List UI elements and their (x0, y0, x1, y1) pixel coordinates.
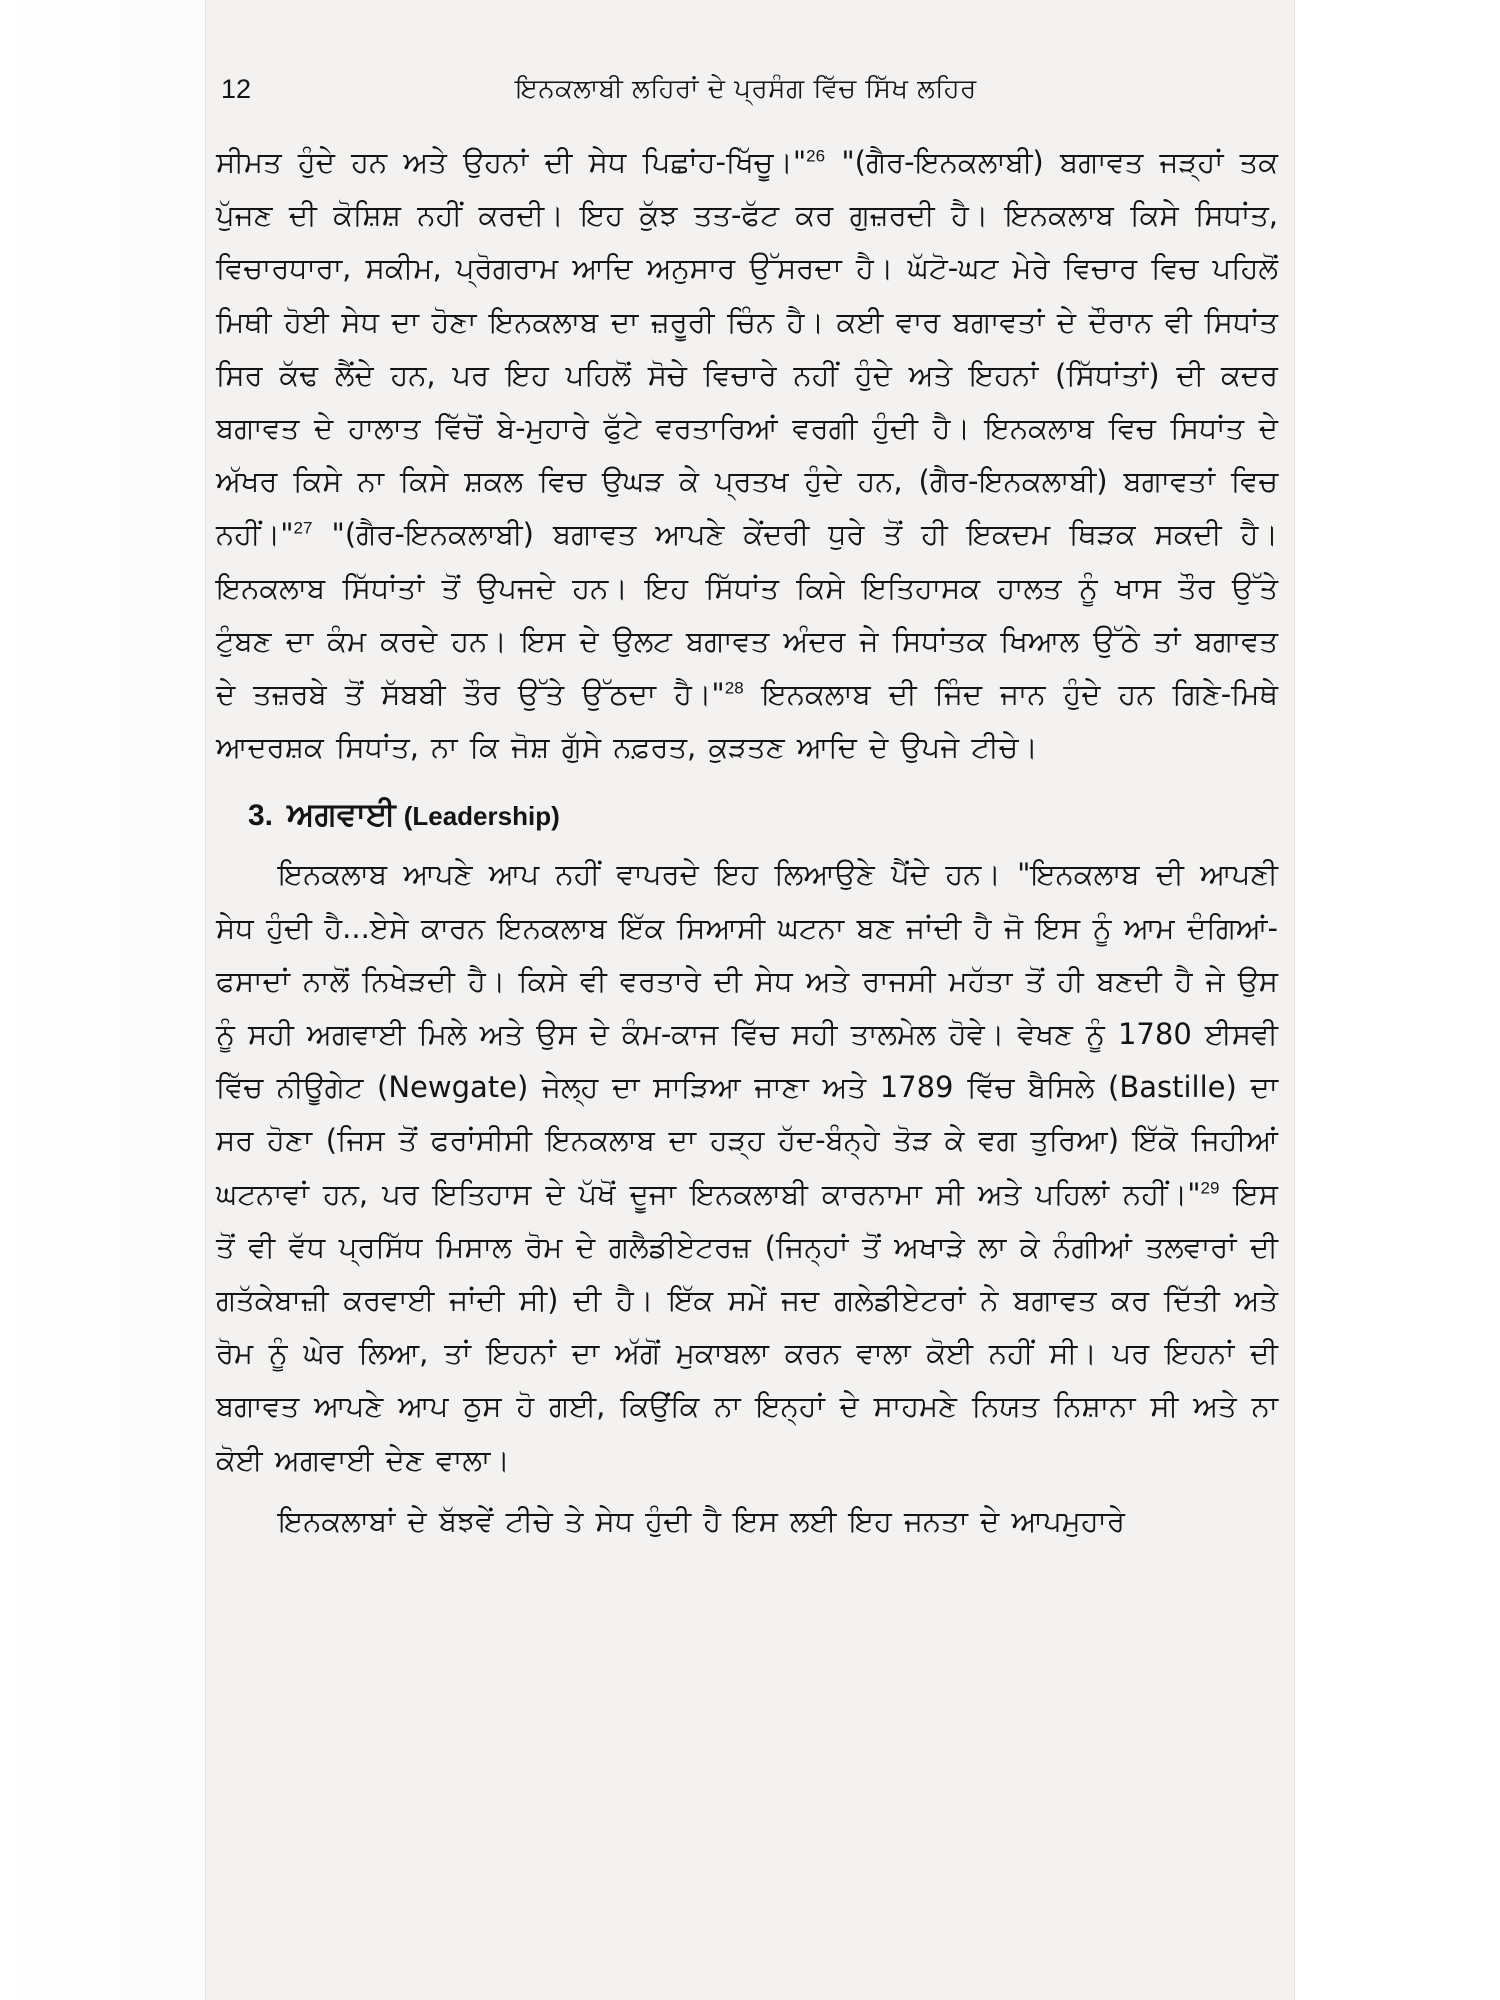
running-title: ਇਨਕਲਾਬੀ ਲਹਿਰਾਂ ਦੇ ਪ੍ਰਸੰਗ ਵਿੱਚ ਸਿੱਖ ਲਹਿਰ (515, 74, 977, 104)
page-number: 12 (221, 74, 252, 104)
paragraph-2-part-1: ਇਨਕਲਾਬ ਆਪਣੇ ਆਪ ਨਹੀਂ ਵਾਪਰਦੇ ਇਹ ਲਿਆਉਣੇ ਪੈਂਦੇ ਹਨ। "ਇਨਕਲਾਬ ਦੀ ਆਪਣੀ ਸੇਧ ਹੁੰਦੀ ਹੈ...ਏਸੇ ਕਾਰਨ ਇਨਕਲਾਬ ਇੱਕ ਸਿਆਸੀ ਘਟਨਾ ਬਣ ਜਾਂਦੀ ਹੈ ਜੋ ਇਸ ਨੂੰ ਆਮ ਦੰਗਿਆਂ-ਫਸਾਦਾਂ ਨਾਲੋਂ ਨਿਖੇੜਦੀ ਹੈ। ਕਿਸੇ ਵੀ ਵਰਤਾਰੇ ਦੀ ਸੇਧ ਅਤੇ ਰਾਜਸੀ ਮਹੱਤਾ ਤੋਂ ਹੀ ਬਣਦੀ ਹੈ ਜੇ ਉਸ ਨੂੰ ਸਹੀ ਅਗਵਾਈ ਮਿਲੇ ਅਤੇ ਉਸ ਦੇ ਕੰਮ-ਕਾਜ ਵਿੱਚ ਸਹੀ ਤਾਲਮੇਲ ਹੋਵੇ। ਵੇਖਣ ਨੂੰ 1780 ਈਸਵੀ ਵਿੱਚ ਨੀਊਗੇਟ (Newgate) ਜੇਲ੍ਹ ਦਾ ਸਾੜਿਆ ਜਾਣਾ ਅਤੇ 1789 ਵਿੱਚ ਬੈਸਿਲੇ (Bastille) ਦਾ ਸਰ ਹੋਣਾ (ਜਿਸ ਤੋਂ ਫਰਾਂਸੀਸੀ ਇਨਕਲਾਬ ਦਾ ਹੜ੍ਹ ਹੱਦ-ਬੰਨ੍ਹੇ ਤੋੜ ਕੇ ਵਗ ਤੁਰਿਆ) ਇੱਕੋ ਜਿਹੀਆਂ ਘਟਨਾਵਾਂ ਹਨ, ਪਰ ਇਤਿਹਾਸ ਦੇ ਪੱਖੋਂ ਦੂਜਾ ਇਨਕਲਾਬੀ ਕਾਰਨਾਮਾ ਸੀ ਅਤੇ ਪਹਿਲਾਂ ਨਹੀਂ।" (216, 857, 1278, 1211)
section-number: 3. (248, 799, 274, 833)
footnote-ref-27[interactable]: 27 (293, 518, 313, 538)
paragraph-1-part-3: "(ਗੈਰ-ਇਨਕਲਾਬੀ) ਬਗਾਵਤ ਆਪਣੇ ਕੇਂਦਰੀ ਧੁਰੇ ਤੋਂ ਹੀ ਇਕਦਮ ਥਿੜਕ ਸਕਦੀ ਹੈ। ਇਨਕਲਾਬ ਸਿੱਧਾਂਤਾਂ ਤੋਂ ਉਪਜਦੇ ਹਨ। ਇਹ ਸਿੱਧਾਂਤ ਕਿਸੇ ਇਤਿਹਾਸਕ ਹਾਲਤ ਨੂੰ ਖਾਸ ਤੌਰ ਉੱਤੇ ਟੁੰਬਣ ਦਾ ਕੰਮ ਕਰਦੇ ਹਨ। ਇਸ ਦੇ ਉਲਟ ਬਗਾਵਤ ਅੰਦਰ ਜੇ ਸਿਧਾਂਤਕ ਖਿਆਲ ਉੱਠੇ ਤਾਂ ਬਗਾਵਤ ਦੇ ਤਜ਼ਰਬੇ ਤੋਂ ਸੱਬਬੀ ਤੌਰ ਉੱਤੇ ਉੱਠਦਾ ਹੈ।" (216, 517, 1278, 712)
paragraph-gap (216, 1487, 1278, 1495)
paragraph-3-part-1: ਇਨਕਲਾਬਾਂ ਦੇ ਬੱਝਵੇਂ ਟੀਚੇ ਤੇ ਸੇਧ ਹੁੰਦੀ ਹੈ ਇਸ ਲਈ ਇਹ ਜਨਤਾ ਦੇ ਆਪਮੁਹਾਰੇ (278, 1503, 1125, 1538)
paragraph-2 (216, 848, 1278, 1486)
section-title-english: (Leadership) (403, 801, 560, 832)
paragraph-1-part-4: ਇਨਕਲਾਬ ਦੀ ਜਿੰਦ ਜਾਨ ਹੁੰਦੇ ਹਨ ਗਿਣੇ-ਮਿਥੇ ਆਦਰਸ਼ਕ ਸਿਧਾਂਤ, ਨਾ ਕਿ ਜੋਸ਼ ਗੁੱਸੇ ਨਫ਼ਰਤ, ਕੁੜਤਣ ਆਦਿ ਦੇ ਉਪਜੇ ਟੀਚੇ। (216, 677, 1278, 765)
footnote-ref-26[interactable]: 26 (806, 146, 826, 166)
paragraph-1-part-2: "(ਗੈਰ-ਇਨਕਲਾਬੀ) ਬਗਾਵਤ ਜੜ੍ਹਾਂ ਤਕ ਪੁੱਜਣ ਦੀ ਕੋਸ਼ਿਸ਼ ਨਹੀਂ ਕਰਦੀ। ਇਹ ਕੁੱਝ ਤਤ-ਫੱਟ ਕਰ ਗੁਜ਼ਰਦੀ ਹੈ। ਇਨਕਲਾਬ ਕਿਸੇ ਸਿਧਾਂਤ, ਵਿਚਾਰਧਾਰਾ, ਸਕੀਮ, ਪ੍ਰੋਗਰਾਮ ਆਦਿ ਅਨੁਸਾਰ ਉੱਸਰਦਾ ਹੈ। ਘੱਟੋ-ਘਟ ਮੇਰੇ ਵਿਚਾਰ ਵਿਚ ਪਹਿਲੋਂ ਮਿਥੀ ਹੋਈ ਸੇਧ ਦਾ ਹੋਣਾ ਇਨਕਲਾਬ ਦਾ ਜ਼ਰੂਰੀ ਚਿੰਨ ਹੈ। ਕਈ ਵਾਰ ਬਗਾਵਤਾਂ ਦੇ ਦੌਰਾਨ ਵੀ ਸਿਧਾਂਤ ਸਿਰ ਕੱਢ ਲੈਂਦੇ ਹਨ, ਪਰ ਇਹ ਪਹਿਲੋਂ ਸੋਚੇ ਵਿਚਾਰੇ ਨਹੀਂ ਹੁੰਦੇ ਅਤੇ ਇਹਨਾਂ (ਸਿੱਧਾਂਤਾਂ) ਦੀ ਕਦਰ ਬਗਾਵਤ ਦੇ ਹਾਲਾਤ ਵਿੱਚੋਂ ਬੇ-ਮੁਹਾਰੇ ਫੁੱਟੇ ਵਰਤਾਰਿਆਂ ਵਰਗੀ ਹੁੰਦੀ ਹੈ। ਇਨਕਲਾਬ ਵਿਚ ਸਿਧਾਂਤ ਦੇ ਅੱਖਰ ਕਿਸੇ ਨਾ ਕਿਸੇ ਸ਼ਕਲ ਵਿਚ ਉਘੜ ਕੇ ਪ੍ਰਤਖ ਹੁੰਦੇ ਹਨ, (ਗੈਰ-ਇਨਕਲਾਬੀ) ਬਗਾਵਤਾਂ ਵਿਚ ਨਹੀਂ।" (216, 145, 1278, 552)
section-heading (248, 792, 1278, 842)
running-header (221, 74, 1271, 114)
footnote-ref-28[interactable]: 28 (724, 678, 744, 698)
section-title: ਅਗਵਾਈ (287, 795, 396, 834)
paragraph-3 (216, 1495, 1278, 1548)
book-page (205, 0, 1295, 2000)
footnote-ref-29[interactable]: 29 (1200, 1178, 1220, 1197)
paragraph-1 (216, 136, 1278, 774)
body-text (216, 136, 1278, 1548)
paragraph-1-part-1: ਸੀਮਤ ਹੁੰਦੇ ਹਨ ਅਤੇ ਉਹਨਾਂ ਦੀ ਸੇਧ ਪਿਛਾਂਹ-ਖਿੱਚੂ।" (216, 145, 807, 179)
paragraph-2-part-2: ਇਸ ਤੋਂ ਵੀ ਵੱਧ ਪ੍ਰਸਿੱਧ ਮਿਸਾਲ ਰੋਮ ਦੇ ਗਲੈਡੀਏਟਰਜ਼ (ਜਿਨ੍ਹਾਂ ਤੋਂ ਅਖਾੜੇ ਲਾ ਕੇ ਨੰਗੀਆਂ ਤਲਵਾਰਾਂ ਦੀ ਗਤੱਕੇਬਾਜ਼ੀ ਕਰਵਾਈ ਜਾਂਦੀ ਸੀ) ਦੀ ਹੈ। ਇੱਕ ਸਮੇਂ ਜਦ ਗਲੇਡੀਏਟਰਾਂ ਨੇ ਬਗਾਵਤ ਕਰ ਦਿੱਤੀ ਅਤੇ ਰੋਮ ਨੂੰ ਘੇਰ ਲਿਆ, ਤਾਂ ਇਹਨਾਂ ਦਾ ਅੱਗੋਂ ਮੁਕਾਬਲਾ ਕਰਨ ਵਾਲਾ ਕੋਈ ਨਹੀਂ ਸੀ। ਪਰ ਇਹਨਾਂ ਦੀ ਬਗਾਵਤ ਆਪਣੇ ਆਪ ਠੁਸ ਹੋ ਗਈ, ਕਿਉਂਕਿ ਨਾ ਇਨ੍ਹਾਂ ਦੇ ਸਾਹਮਣੇ ਨਿਯਤ ਨਿਸ਼ਾਨਾ ਸੀ ਅਤੇ ਨਾ ਕੋਈ ਅਗਵਾਈ ਦੇਣ ਵਾਲਾ। (216, 1176, 1278, 1477)
scan-background (0, 0, 200, 2000)
